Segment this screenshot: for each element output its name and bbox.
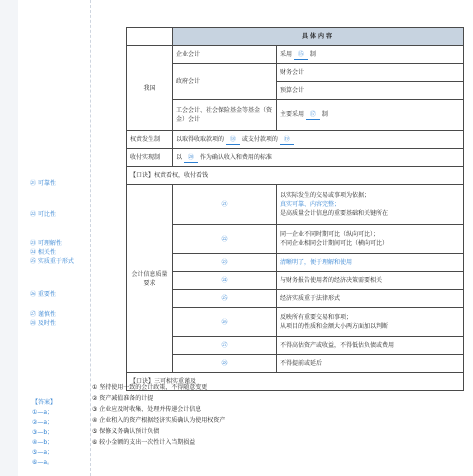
qiye-basis — [277, 46, 464, 64]
answers-title: 【答案】 — [32, 399, 57, 406]
desc-line: 以实际发生的交易或事项为依据； — [280, 192, 371, 199]
desc-line: 同一企业不同时期可比（纵向可比）； — [280, 231, 380, 238]
quanze-text-1: 以取得收取款项的 — [176, 135, 225, 143]
sidebar-item-27: ㉗ 谨慎性 — [30, 311, 56, 318]
caiyong-prefix: 采用 — [280, 50, 293, 58]
qiye-label: 企业会计 — [173, 46, 277, 64]
blank-15: ⑮ — [294, 50, 308, 60]
desc-line: 从项目的性质和金额大小两方面加以判断 — [280, 323, 389, 330]
accounting-basis-table — [126, 27, 464, 391]
example-item: ① 坚持使用一致的会计政策，不得随意变更 — [92, 384, 208, 391]
example-item: ⑤ 保修义务确认预计负债 — [92, 428, 160, 435]
example-item: ② 资产减值准备的计提 — [92, 395, 154, 402]
table-header: 具体内容 — [173, 28, 464, 46]
answer-item: ③—b； — [32, 429, 54, 436]
quanze-text-2: 或支付款项的 — [241, 135, 278, 143]
woguo-label: 我国 — [127, 46, 173, 131]
answer-item: ②—a； — [32, 419, 54, 426]
gonghui-basis — [277, 100, 464, 131]
zhengfu-label: 政府会计 — [173, 64, 277, 100]
quality-num-24: ㉔ — [173, 272, 277, 290]
sidebar-item-21: ㉑ 可靠性 — [30, 180, 56, 187]
quality-num-25: ㉕ — [173, 290, 277, 308]
page-margin — [0, 0, 18, 476]
example-item: ④ 企业租入的资产根据经济实质确认为使用权资产 — [92, 417, 226, 424]
koujue-1: 【口诀】权责看权，收付看钱 — [127, 167, 464, 185]
shoufu-definition — [173, 149, 464, 167]
blank-18: ⑱ — [226, 135, 240, 145]
quality-desc-22 — [277, 225, 464, 254]
desc-line: 反映所有重要交易和事项； — [280, 314, 353, 321]
example-item: ⑥ 较小金额的支出一次性计入当期损益 — [92, 439, 196, 446]
quality-num-22: ㉒ — [173, 225, 277, 254]
desc-line: 是高质量会计信息的重要基础和关键所在 — [280, 210, 389, 217]
quality-desc-23: 清晰明了，便于理解和使用 — [277, 254, 464, 272]
quality-desc-24: 与财务报告使用者的经济决策需要相关 — [277, 272, 464, 290]
answers-block — [32, 398, 56, 468]
gonghui-label: 工会会计、社会保险基金等基金（资金）会计 — [173, 100, 277, 131]
zhuyao-prefix: 主要采用 — [280, 111, 305, 118]
sidebar-item-26: ㉖ 重要性 — [30, 291, 56, 298]
quality-desc-26 — [277, 308, 464, 337]
quality-num-26: ㉖ — [173, 308, 277, 337]
shoufu-prefix: 以 — [176, 153, 183, 161]
quality-desc-27: 不得高估资产或收益，不得低估负债或费用 — [277, 337, 464, 355]
quality-desc-25: 经济实质重于法律形式 — [277, 290, 464, 308]
sidebar-item-28: ㉘ 及时性 — [30, 320, 56, 327]
desc-line: 不同企业相同会计期间可比（横向可比） — [280, 240, 389, 247]
quanze-definition — [173, 131, 464, 149]
margin-guide-line — [90, 0, 91, 476]
quality-desc-28: 不得提前或延后 — [277, 355, 464, 373]
sidebar-item-22: ㉒ 可比性 — [30, 211, 56, 218]
zhuyao-suffix: 制 — [321, 111, 328, 118]
answer-item: ④—b； — [32, 439, 54, 446]
koujue-2: 【口诀】三可相实重谨及 — [127, 373, 464, 391]
quality-desc-21 — [277, 185, 464, 225]
desc-line: 真实可靠、内容完整； — [280, 201, 341, 208]
answer-item: ⑤—a； — [32, 449, 54, 456]
quality-num-28: ㉘ — [173, 355, 277, 373]
shoufu-suffix: 作为确认收入和费用的标准 — [199, 153, 272, 161]
yusuan-label: 预算会计 — [277, 82, 464, 100]
quality-num-23: ㉓ — [173, 254, 277, 272]
quality-label: 会计信息质量要求 — [127, 185, 173, 373]
caiyong-suffix: 制 — [309, 50, 316, 58]
quality-num-27: ㉗ — [173, 337, 277, 355]
answer-item: ⑥—a。 — [32, 459, 54, 466]
caiwu-label: 财务会计 — [277, 64, 464, 82]
blank-17: ⑰ — [306, 110, 320, 120]
quality-num-21: ㉑ — [173, 185, 277, 225]
blank-19: ⑲ — [280, 135, 294, 145]
blank-20: ⑳ — [184, 153, 198, 163]
shoufu-label: 收付实现制 — [127, 149, 173, 167]
sidebar-item-25: ㉕ 实质重于形式 — [30, 258, 74, 265]
sidebar-item-24: ㉔ 相关性 — [30, 249, 56, 256]
sidebar-item-23: ㉓ 可理解性 — [30, 240, 62, 247]
answer-item: ①—a； — [32, 409, 54, 416]
quanze-label: 权责发生制 — [127, 131, 173, 149]
example-item: ③ 企业应及时收集、处理并传递会计信息 — [92, 406, 202, 413]
examples-list — [92, 382, 225, 448]
